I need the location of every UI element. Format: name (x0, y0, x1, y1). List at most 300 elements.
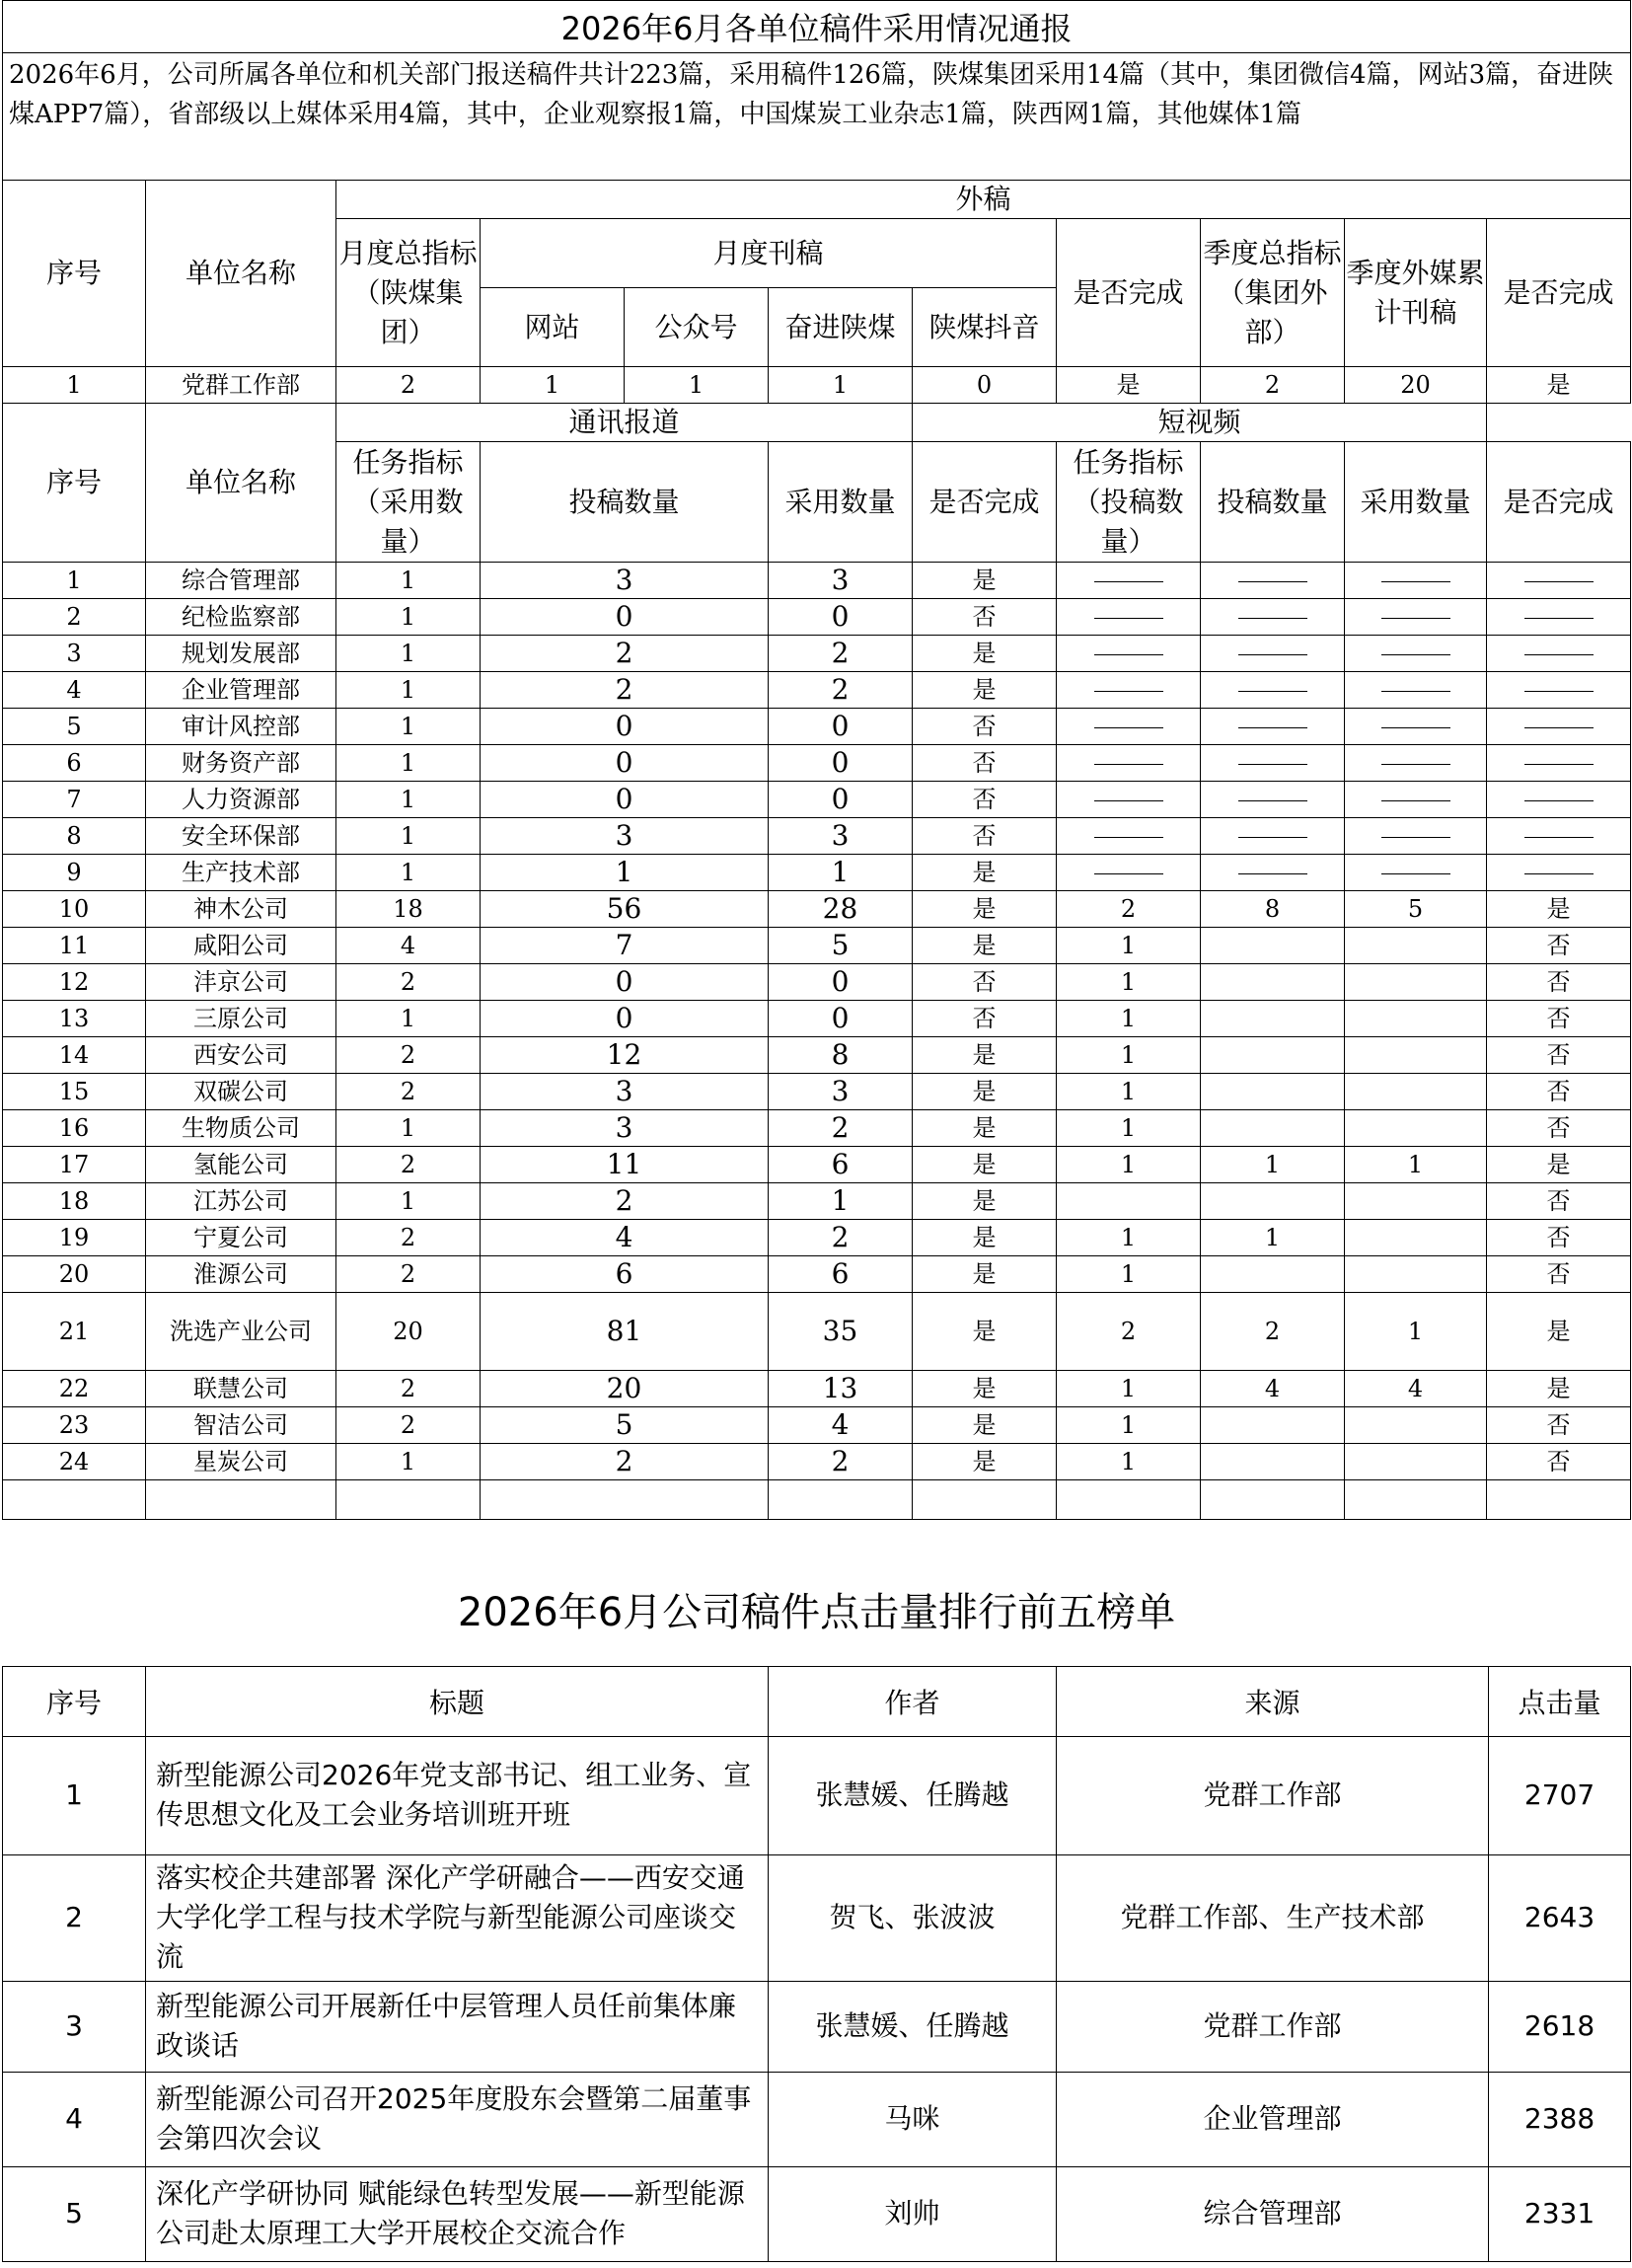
row-video-task (1057, 636, 1201, 672)
row-video-submit (1201, 563, 1345, 599)
row-video-task (1057, 782, 1201, 818)
row-video-done: 否 (1487, 1110, 1631, 1147)
row-unit: 三原公司 (146, 1001, 336, 1037)
blank-cell (1201, 1480, 1345, 1520)
row-task: 2 (336, 1256, 481, 1293)
row-video-submit (1201, 636, 1345, 672)
row-video-adopt (1345, 964, 1487, 1001)
row-unit: 智洁公司 (146, 1407, 336, 1444)
row-done: 是 (913, 1256, 1057, 1293)
row-adopt: 0 (769, 599, 913, 636)
dash-mark (1238, 654, 1307, 655)
row-task: 1 (336, 1444, 481, 1480)
row-video-done: 是 (1487, 1371, 1631, 1407)
blank-cell (1057, 1480, 1201, 1520)
row-video-submit (1201, 1074, 1345, 1110)
row-unit: 生产技术部 (146, 855, 336, 891)
rank-clicks: 2618 (1489, 1981, 1631, 2072)
s1-done2: 是 (1487, 367, 1631, 404)
blank-cell (3, 1480, 146, 1520)
s2-header-adopt: 采用数量 (769, 442, 913, 563)
row-video-adopt: 4 (1345, 1371, 1487, 1407)
row-video-done: 是 (1487, 1293, 1631, 1371)
row-seq: 8 (3, 818, 146, 855)
table-row (3, 1444, 1631, 1480)
row-adopt: 2 (769, 1220, 913, 1256)
row-submit: 0 (481, 1001, 769, 1037)
row-video-adopt (1345, 1001, 1487, 1037)
dash-mark (1524, 581, 1594, 582)
table-row (3, 964, 1631, 1001)
row-done: 是 (913, 1037, 1057, 1074)
adoption-report-table (2, 0, 1631, 1520)
row-task: 1 (336, 563, 481, 599)
row-video-done (1487, 672, 1631, 709)
blank-cell (913, 1480, 1057, 1520)
row-video-submit (1201, 1256, 1345, 1293)
dash-mark (1094, 618, 1163, 619)
row-video-adopt (1345, 1183, 1487, 1220)
rank-seq: 4 (3, 2072, 146, 2166)
row-seq: 1 (3, 563, 146, 599)
row-video-done (1487, 782, 1631, 818)
row-adopt: 2 (769, 672, 913, 709)
s2-header-submit: 投稿数量 (481, 442, 769, 563)
row-video-task (1057, 745, 1201, 782)
row-video-submit: 1 (1201, 1220, 1345, 1256)
rank-author: 张慧媛、任腾越 (769, 1981, 1057, 2072)
rank-author: 马咪 (769, 2072, 1057, 2166)
row-task: 1 (336, 745, 481, 782)
row-video-task: 1 (1057, 1371, 1201, 1407)
row-video-task: 1 (1057, 964, 1201, 1001)
row-submit: 2 (481, 636, 769, 672)
row-unit: 生物质公司 (146, 1110, 336, 1147)
ranking-header-title: 标题 (146, 1666, 769, 1736)
s2-header-done: 是否完成 (913, 442, 1057, 563)
blank-cell (769, 1480, 913, 1520)
rank-title: 新型能源公司2026年党支部书记、组工业务、宣传思想文化及工会业务培训班开班 (146, 1736, 769, 1854)
header-douyin: 陕煤抖音 (913, 288, 1057, 367)
table-row (3, 1183, 1631, 1220)
s2-header-vdone: 是否完成 (1487, 442, 1631, 563)
ranking-header-clicks: 点击量 (1489, 1666, 1631, 1736)
rank-title: 新型能源公司召开2025年度股东会暨第二届董事会第四次会议 (146, 2072, 769, 2166)
row-task: 1 (336, 1110, 481, 1147)
row-seq: 6 (3, 745, 146, 782)
s1-fenjin: 1 (769, 367, 913, 404)
row-video-task (1057, 599, 1201, 636)
row-video-adopt (1345, 563, 1487, 599)
header-monthly-target: 月度总指标（陕煤集团） (336, 219, 481, 367)
row-unit: 企业管理部 (146, 672, 336, 709)
dash-mark (1238, 618, 1307, 619)
row-video-done (1487, 599, 1631, 636)
s2-header-video-group: 短视频 (913, 404, 1487, 442)
row-unit: 双碳公司 (146, 1074, 336, 1110)
row-done: 是 (913, 891, 1057, 928)
row-unit: 江苏公司 (146, 1183, 336, 1220)
row-task: 2 (336, 1371, 481, 1407)
row-submit: 0 (481, 782, 769, 818)
row-adopt: 3 (769, 563, 913, 599)
blank-cell (336, 1480, 481, 1520)
row-submit: 5 (481, 1407, 769, 1444)
header-done2: 是否完成 (1487, 219, 1631, 367)
row-task: 1 (336, 1183, 481, 1220)
row-submit: 20 (481, 1371, 769, 1407)
row-video-done: 否 (1487, 964, 1631, 1001)
row-video-adopt: 1 (1345, 1147, 1487, 1183)
dash-mark (1238, 581, 1307, 582)
row-submit: 56 (481, 891, 769, 928)
table-row (3, 672, 1631, 709)
row-video-done (1487, 855, 1631, 891)
s1-douyin: 0 (913, 367, 1057, 404)
row-video-done: 是 (1487, 1147, 1631, 1183)
row-video-adopt (1345, 672, 1487, 709)
row-task: 1 (336, 1001, 481, 1037)
row-unit: 洗选产业公司 (146, 1293, 336, 1371)
rank-source: 综合管理部 (1057, 2166, 1489, 2261)
rank-seq: 1 (3, 1736, 146, 1854)
row-task: 2 (336, 1407, 481, 1444)
s1-target: 2 (336, 367, 481, 404)
row-video-submit (1201, 818, 1345, 855)
row-video-task: 2 (1057, 1293, 1201, 1371)
row-video-submit (1201, 1183, 1345, 1220)
row-done: 是 (913, 1444, 1057, 1480)
row-video-done: 否 (1487, 1407, 1631, 1444)
s2-header-vadopt: 采用数量 (1345, 442, 1487, 563)
blank-cell (146, 1480, 336, 1520)
row-submit: 0 (481, 709, 769, 745)
report-title: 2026年6月各单位稿件采用情况通报 (3, 1, 1631, 53)
s1-wechat: 1 (625, 367, 769, 404)
row-adopt: 2 (769, 1444, 913, 1480)
ranking-row (3, 2072, 1631, 2166)
header-unit: 单位名称 (146, 181, 336, 367)
rank-author: 贺飞、张波波 (769, 1854, 1057, 1981)
row-video-task: 1 (1057, 1444, 1201, 1480)
rank-source: 党群工作部 (1057, 1736, 1489, 1854)
header-fenjin: 奋进陕煤 (769, 288, 913, 367)
row-video-task: 1 (1057, 1220, 1201, 1256)
row-video-task: 2 (1057, 891, 1201, 928)
row-video-submit: 4 (1201, 1371, 1345, 1407)
dash-mark (1381, 764, 1450, 765)
header-wechat: 公众号 (625, 288, 769, 367)
row-task: 1 (336, 709, 481, 745)
row-unit: 星炭公司 (146, 1444, 336, 1480)
row-submit: 0 (481, 745, 769, 782)
dash-mark (1381, 873, 1450, 874)
dash-mark (1238, 800, 1307, 801)
row-adopt: 0 (769, 782, 913, 818)
row-seq: 5 (3, 709, 146, 745)
report-summary: 2026年6月，公司所属各单位和机关部门报送稿件共计223篇，采用稿件126篇，陕煤集团采用14篇（其中，集团微信4篇，网站3篇，奋进陕煤APP7篇），省部级以上媒体采用4篇，其中，企业观察报1篇，中国煤炭工业杂志1篇，陕西网1篇，其他媒体1篇 (3, 53, 1631, 181)
row-video-done: 否 (1487, 1220, 1631, 1256)
table-row (3, 1147, 1631, 1183)
row-video-adopt (1345, 818, 1487, 855)
row-submit: 3 (481, 1074, 769, 1110)
ranking-header-author: 作者 (769, 1666, 1057, 1736)
row-video-submit: 2 (1201, 1293, 1345, 1371)
row-video-done: 否 (1487, 1183, 1631, 1220)
row-video-adopt: 1 (1345, 1293, 1487, 1371)
rank-clicks: 2388 (1489, 2072, 1631, 2166)
row-unit: 沣京公司 (146, 964, 336, 1001)
row-task: 18 (336, 891, 481, 928)
dash-mark (1238, 691, 1307, 692)
row-video-submit (1201, 928, 1345, 964)
row-adopt: 2 (769, 1110, 913, 1147)
dash-mark (1524, 654, 1594, 655)
row-done: 否 (913, 745, 1057, 782)
row-seq: 14 (3, 1037, 146, 1074)
row-seq: 12 (3, 964, 146, 1001)
dash-mark (1094, 727, 1163, 728)
row-seq: 4 (3, 672, 146, 709)
row-unit: 咸阳公司 (146, 928, 336, 964)
table-row (3, 891, 1631, 928)
row-video-adopt (1345, 599, 1487, 636)
row-seq: 18 (3, 1183, 146, 1220)
header-website: 网站 (481, 288, 625, 367)
ranking-row (3, 1854, 1631, 1981)
row-task: 2 (336, 964, 481, 1001)
blank-cell (1345, 1480, 1487, 1520)
header-quarter-media: 季度外媒累计刊稿 (1345, 219, 1487, 367)
dash-mark (1381, 581, 1450, 582)
rank-source: 党群工作部 (1057, 1981, 1489, 2072)
row-done: 是 (913, 1407, 1057, 1444)
rank-seq: 3 (3, 1981, 146, 2072)
row-adopt: 1 (769, 855, 913, 891)
row-unit: 审计风控部 (146, 709, 336, 745)
row-submit: 2 (481, 1444, 769, 1480)
row-adopt: 3 (769, 818, 913, 855)
s2-header-vsubmit: 投稿数量 (1201, 442, 1345, 563)
row-video-submit (1201, 672, 1345, 709)
row-adopt: 28 (769, 891, 913, 928)
row-video-done: 否 (1487, 1037, 1631, 1074)
row-video-submit (1201, 1110, 1345, 1147)
table-row (3, 1371, 1631, 1407)
row-task: 1 (336, 599, 481, 636)
row-submit: 4 (481, 1220, 769, 1256)
rank-clicks: 2331 (1489, 2166, 1631, 2261)
row-adopt: 1 (769, 1183, 913, 1220)
row-seq: 16 (3, 1110, 146, 1147)
rank-seq: 5 (3, 2166, 146, 2261)
row-video-done: 否 (1487, 1444, 1631, 1480)
row-adopt: 0 (769, 1001, 913, 1037)
row-unit: 纪检监察部 (146, 599, 336, 636)
s1-done: 是 (1057, 367, 1201, 404)
row-video-submit: 8 (1201, 891, 1345, 928)
row-video-task: 1 (1057, 1037, 1201, 1074)
dash-mark (1524, 873, 1594, 874)
row-video-adopt (1345, 745, 1487, 782)
row-done: 否 (913, 818, 1057, 855)
row-video-done (1487, 818, 1631, 855)
rank-title: 落实校企共建部署 深化产学研融合——西安交通大学化学工程与技术学院与新型能源公司座谈交流 (146, 1854, 769, 1981)
row-video-done: 否 (1487, 1001, 1631, 1037)
row-unit: 综合管理部 (146, 563, 336, 599)
dash-mark (1381, 837, 1450, 838)
row-submit: 2 (481, 1183, 769, 1220)
dash-mark (1094, 800, 1163, 801)
row-adopt: 3 (769, 1074, 913, 1110)
row-submit: 3 (481, 818, 769, 855)
row-video-task: 1 (1057, 1407, 1201, 1444)
row-adopt: 6 (769, 1256, 913, 1293)
row-video-submit (1201, 964, 1345, 1001)
row-done: 是 (913, 1074, 1057, 1110)
row-submit: 81 (481, 1293, 769, 1371)
row-adopt: 4 (769, 1407, 913, 1444)
row-submit: 6 (481, 1256, 769, 1293)
table-row (3, 599, 1631, 636)
row-video-done: 否 (1487, 1256, 1631, 1293)
table-row (3, 709, 1631, 745)
row-seq: 17 (3, 1147, 146, 1183)
row-task: 1 (336, 818, 481, 855)
header-quarter-target: 季度总指标（集团外部） (1201, 219, 1345, 367)
row-adopt: 35 (769, 1293, 913, 1371)
row-seq: 22 (3, 1371, 146, 1407)
row-task: 1 (336, 636, 481, 672)
rank-clicks: 2643 (1489, 1854, 1631, 1981)
row-seq: 24 (3, 1444, 146, 1480)
ranking-rows (3, 1736, 1631, 2261)
table-row (3, 818, 1631, 855)
row-seq: 10 (3, 891, 146, 928)
dash-mark (1524, 764, 1594, 765)
blank-cell (1487, 1480, 1631, 1520)
row-seq: 21 (3, 1293, 146, 1371)
dash-mark (1238, 873, 1307, 874)
table-row (3, 1407, 1631, 1444)
row-unit: 安全环保部 (146, 818, 336, 855)
row-submit: 11 (481, 1147, 769, 1183)
row-video-done (1487, 745, 1631, 782)
row-video-submit (1201, 745, 1345, 782)
ranking-header-seq: 序号 (3, 1666, 146, 1736)
ranking-row (3, 2166, 1631, 2261)
row-video-task (1057, 1183, 1201, 1220)
row-done: 否 (913, 1001, 1057, 1037)
table-row (3, 1293, 1631, 1371)
s2-header-unit: 单位名称 (146, 404, 336, 563)
row-adopt: 6 (769, 1147, 913, 1183)
row-video-submit (1201, 709, 1345, 745)
header-monthly-pub-group: 月度刊稿 (481, 219, 1057, 288)
row-seq: 19 (3, 1220, 146, 1256)
table-row (3, 1074, 1631, 1110)
row-task: 2 (336, 1074, 481, 1110)
row-video-done: 是 (1487, 891, 1631, 928)
ranking-row (3, 1736, 1631, 1854)
dash-mark (1094, 691, 1163, 692)
row-unit: 西安公司 (146, 1037, 336, 1074)
row-done: 是 (913, 928, 1057, 964)
row-submit: 3 (481, 563, 769, 599)
row-submit: 12 (481, 1037, 769, 1074)
row-unit: 人力资源部 (146, 782, 336, 818)
row-seq: 13 (3, 1001, 146, 1037)
table-row (3, 636, 1631, 672)
row-seq: 15 (3, 1074, 146, 1110)
header-seq: 序号 (3, 181, 146, 367)
row-video-done: 否 (1487, 928, 1631, 964)
row-video-submit (1201, 782, 1345, 818)
s2-header-task: 任务指标（采用数量） (336, 442, 481, 563)
dash-mark (1381, 727, 1450, 728)
row-done: 否 (913, 599, 1057, 636)
row-video-task: 1 (1057, 1147, 1201, 1183)
row-video-task: 1 (1057, 1256, 1201, 1293)
table-row (3, 1110, 1631, 1147)
row-seq: 23 (3, 1407, 146, 1444)
row-video-submit (1201, 1407, 1345, 1444)
row-done: 否 (913, 709, 1057, 745)
dash-mark (1238, 727, 1307, 728)
dash-mark (1524, 837, 1594, 838)
dash-mark (1381, 654, 1450, 655)
row-video-adopt (1345, 782, 1487, 818)
row-unit: 氢能公司 (146, 1147, 336, 1183)
row-done: 是 (913, 672, 1057, 709)
dash-mark (1094, 837, 1163, 838)
row-video-submit (1201, 855, 1345, 891)
s2-header-news-group: 通讯报道 (336, 404, 913, 442)
row-done: 是 (913, 1147, 1057, 1183)
s2-header-seq: 序号 (3, 404, 146, 563)
table-row (3, 1037, 1631, 1074)
s1-unit: 党群工作部 (146, 367, 336, 404)
row-task: 2 (336, 1220, 481, 1256)
table-row (3, 855, 1631, 891)
rank-clicks: 2707 (1489, 1736, 1631, 1854)
row-unit: 财务资产部 (146, 745, 336, 782)
table-row (3, 1256, 1631, 1293)
row-unit: 宁夏公司 (146, 1220, 336, 1256)
dash-mark (1094, 873, 1163, 874)
dash-mark (1238, 837, 1307, 838)
dash-mark (1094, 654, 1163, 655)
row-seq: 11 (3, 928, 146, 964)
table-row (3, 563, 1631, 599)
header-external-group: 外稿 (336, 181, 1631, 219)
ranking-row (3, 1981, 1631, 2072)
row-done: 是 (913, 1293, 1057, 1371)
row-task: 1 (336, 782, 481, 818)
dash-mark (1524, 618, 1594, 619)
row-done: 是 (913, 855, 1057, 891)
row-unit: 神木公司 (146, 891, 336, 928)
dash-mark (1381, 618, 1450, 619)
row-adopt: 0 (769, 745, 913, 782)
row-task: 1 (336, 855, 481, 891)
row-video-adopt (1345, 636, 1487, 672)
ranking-title: 2026年6月公司稿件点击量排行前五榜单 (457, 1590, 1176, 1636)
header-done: 是否完成 (1057, 219, 1201, 367)
s1-quarter-target: 2 (1201, 367, 1345, 404)
row-submit: 3 (481, 1110, 769, 1147)
row-video-adopt (1345, 1256, 1487, 1293)
